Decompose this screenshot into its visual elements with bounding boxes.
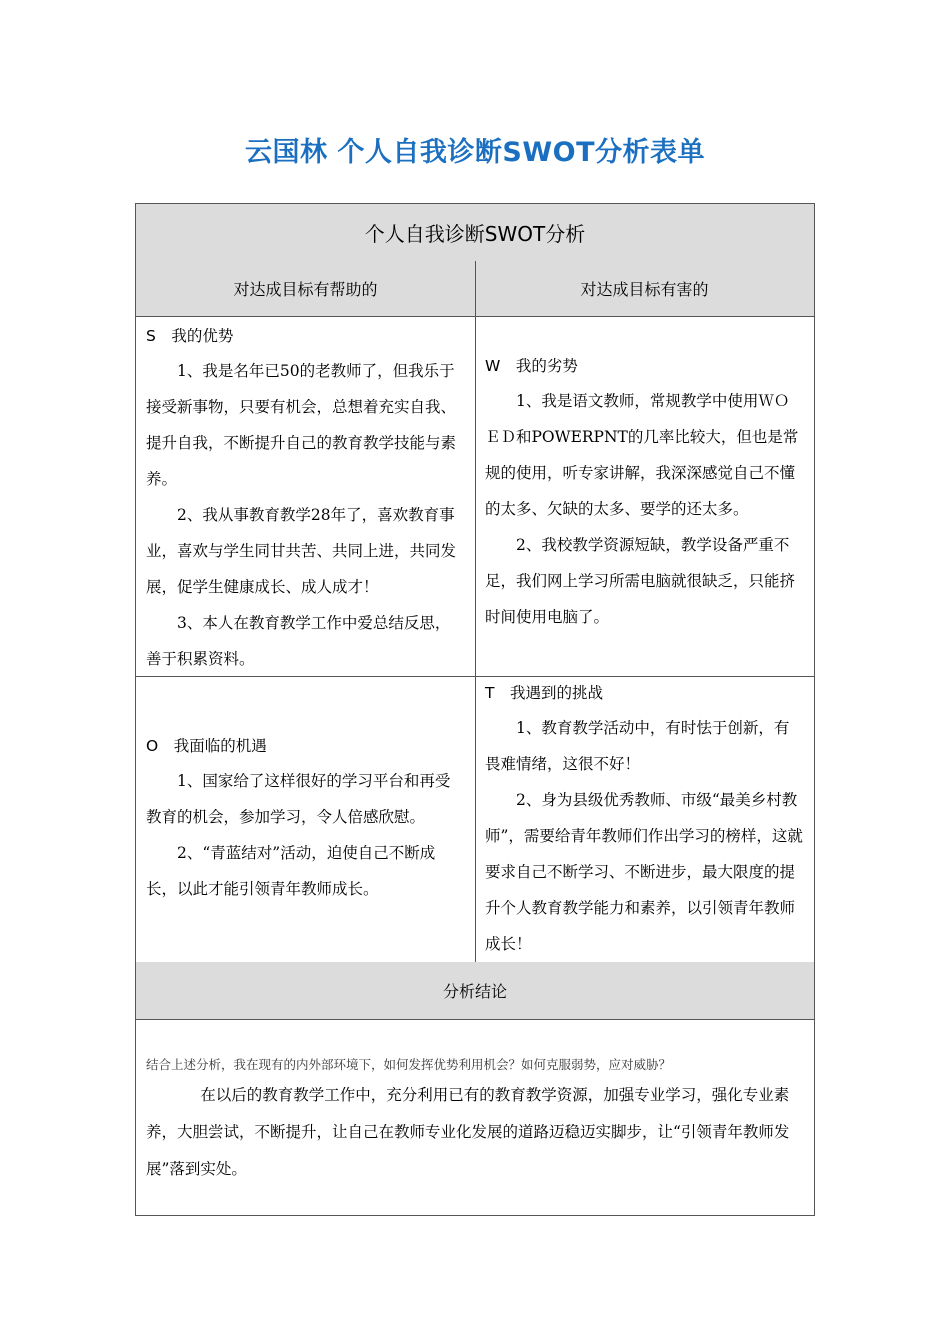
strength-item: 3、本人在教育教学工作中爱总结反思，善于积累资料。 [146, 614, 451, 668]
strengths-cell [136, 316, 475, 676]
weakness-item: 1、我是语文教师，常规教学中使用ＷＯＥＤ和POWERPNT的几率比较大，但也是常规的使用，听专家讲解，我深深感觉自己不懂的太多、欠缺的太多、要学的还太多。 [485, 392, 799, 518]
threats-cell [475, 676, 814, 962]
swot-table [135, 203, 815, 1216]
opportunities-label: O 我面临的机遇 [146, 737, 267, 755]
threat-item: 1、教育教学活动中，有时怯于创新，有畏难情绪，这很不好！ [485, 719, 790, 773]
weaknesses-label: W 我的劣势 [485, 357, 578, 375]
strengths-label: S 我的优势 [146, 327, 234, 345]
table-header-text: 个人自我诊断SWOT分析 [364, 222, 586, 246]
weaknesses-cell [475, 316, 814, 676]
strength-item: 2、我从事教育教学28年了，喜欢教育事业，喜欢与学生同甘共苦、共同上进，共同发展，促学生健康成长、成人成才！ [146, 506, 457, 596]
col-helpful-header: 对达成目标有帮助的 [136, 261, 475, 316]
weakness-item: 2、我校教学资源短缺，教学设备严重不足，我们网上学习所需电脑就很缺乏，只能挤时间使用电脑了。 [485, 536, 796, 626]
conclusion-body [136, 1019, 814, 1188]
conclusion-header [136, 962, 814, 1019]
opportunity-item: 2、“青蓝结对”活动，迫使自己不断成长，以此才能引领青年教师成长。 [146, 844, 436, 898]
strength-item: 1、我是名年已50的老教师了，但我乐于接受新事物，只要有机会，总想着充实自我、提升自我，不断提升自己的教育教学技能与素养。 [146, 362, 457, 488]
opportunities-cell [136, 676, 475, 962]
table-header [136, 204, 814, 261]
page-title: 云国林 个人自我诊断SWOT分析表单 [245, 137, 705, 168]
conclusion-answer: 在以后的教育教学工作中，充分利用已有的教育教学资源，加强专业学习，强化专业素养，大胆尝试，不断提升，让自己在教师专业化发展的道路迈稳迈实脚步，让“引领青年教师发展”落到实处。 [146, 1086, 790, 1178]
conclusion-header-text: 分析结论 [442, 982, 507, 1001]
conclusion-question: 结合上述分析，我在现有的内外部环境下，如何发挥优势利用机会？如何克服弱势，应对威胁？ [146, 1057, 672, 1072]
threat-item: 2、身为县级优秀教师、市级“最美乡村教师”，需要给青年教师们作出学习的榜样，这就要求自己不断学习、不断进步，最大限度的提升个人教育教学能力和素养，以引领青年教师成长！ [485, 791, 803, 953]
opportunity-item: 1、国家给了这样很好的学习平台和再受教育的机会，参加学习，令人倍感欣慰。 [146, 772, 451, 826]
col-harmful-header: 对达成目标有害的 [475, 261, 814, 316]
threats-label: T 我遇到的挑战 [485, 684, 603, 702]
